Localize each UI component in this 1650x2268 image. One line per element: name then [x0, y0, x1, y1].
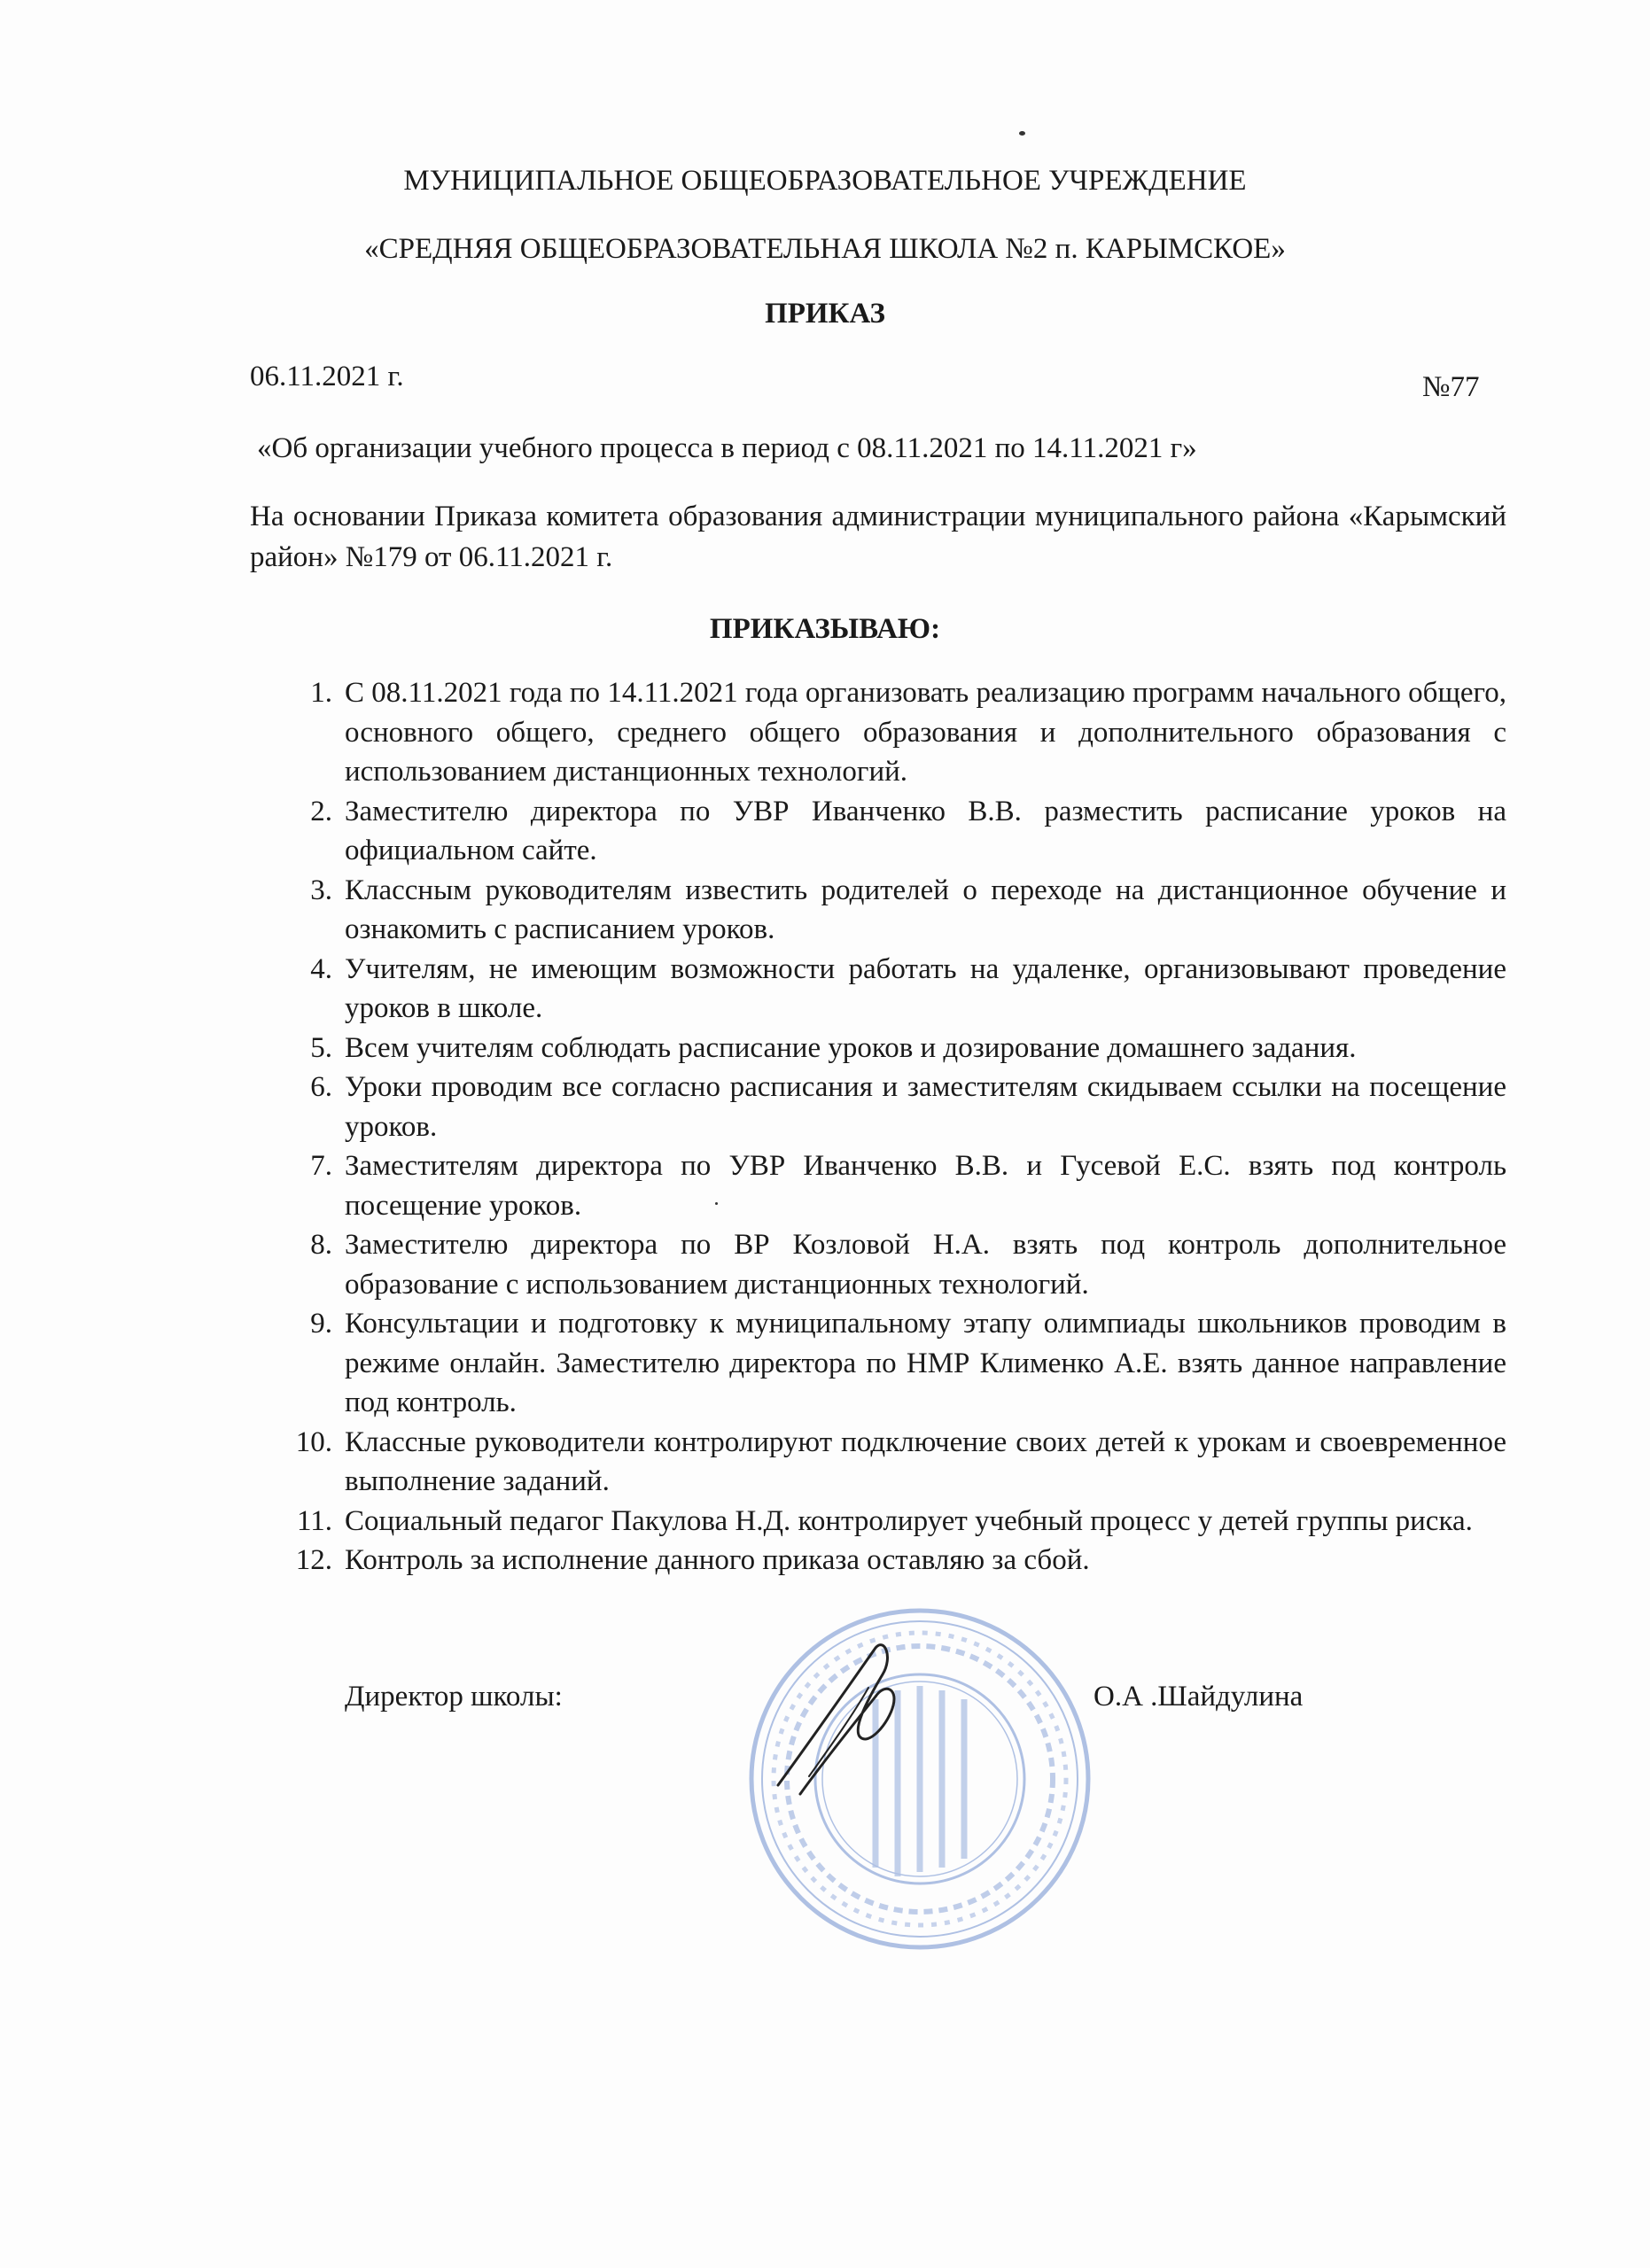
document-type-title: ПРИКАЗ	[765, 298, 885, 330]
order-item	[279, 673, 1506, 792]
org-name-line-2: «СРЕДНЯЯ ОБЩЕОБРАЗОВАТЕЛЬНАЯ ШКОЛА №2 п. КАРЫМСКОЕ»	[364, 233, 1286, 265]
order-item-text: Учителям, не имеющим возможности работать на удаленке, организовывают проведение уроков в школе.	[345, 952, 1506, 1024]
order-basis: На основании Приказа комитета образования администрации муниципального района «Карымский район» №179 от 06.11.2021 г.	[250, 501, 1506, 573]
order-item-number: 7.	[310, 1150, 332, 1182]
order-item	[279, 1304, 1506, 1423]
order-items-list	[279, 673, 1506, 1581]
order-item	[279, 1225, 1506, 1304]
order-date: 06.11.2021 г.	[250, 361, 404, 392]
order-item-text: Классные руководители контролируют подключение своих детей к урокам и своевременное выполнение заданий.	[345, 1425, 1506, 1497]
order-item-number: 11.	[296, 1504, 332, 1537]
order-item	[279, 1541, 1506, 1581]
order-item	[279, 792, 1506, 871]
order-item-number: 6.	[310, 1071, 332, 1103]
order-word: ПРИКАЗЫВАЮ:	[709, 613, 941, 645]
order-number: №77	[1422, 371, 1480, 403]
order-item	[279, 871, 1506, 950]
order-item-number: 5.	[310, 1031, 332, 1064]
order-item-text: Классным руководителям известить родителей о переходе на дистанционное обучение и ознакомить с расписанием уроков.	[345, 874, 1506, 945]
order-item-number: 8.	[310, 1229, 332, 1261]
order-item-number: 3.	[310, 874, 332, 906]
order-item-text: Контроль за исполнение данного приказа оставляю за сбой.	[345, 1544, 1090, 1576]
order-item-number: 10.	[295, 1425, 332, 1458]
org-name-line-1: МУНИЦИПАЛЬНОЕ ОБЩЕОБРАЗОВАТЕЛЬНОЕ УЧРЕЖДЕНИЕ	[403, 165, 1247, 197]
order-item-text: Заместителю директора по УВР Иванченко В.В. разместить расписание уроков на официальном сайте.	[345, 795, 1506, 866]
order-item	[279, 950, 1506, 1029]
order-item-number: 9.	[310, 1308, 332, 1340]
order-item-text: Консультации и подготовку к муниципальному этапу олимпиады школьников проводим в режиме онлайн. Заместителю директора по НМР Клименко А.Е. взять данное направление под контроль.	[345, 1308, 1506, 1418]
order-item-number: 1.	[310, 677, 332, 709]
signature-name: О.А .Шайдулина	[1094, 1681, 1304, 1713]
order-item-text: Заместителю директора по ВР Козловой Н.А. взять под контроль дополнительное образование с использованием дистанционных технологий.	[345, 1229, 1506, 1301]
order-item-text: С 08.11.2021 года по 14.11.2021 года организовать реализацию программ начального общего, основного общего, среднего общего образования и дополнительного образования с использованием дистанционных технологий.	[345, 677, 1506, 788]
signature-title: Директор школы:	[345, 1681, 563, 1713]
order-item-number: 4.	[310, 952, 332, 985]
order-item	[279, 1068, 1506, 1146]
order-item-text: Уроки проводим все согласно расписания и заместителям скидываем ссылки на посещение уроков.	[345, 1071, 1506, 1143]
scan-speck	[1019, 131, 1025, 136]
order-item-number: 2.	[310, 795, 332, 827]
order-item-text: Социальный педагог Пакулова Н.Д. контролирует учебный процесс у детей группы риска.	[345, 1504, 1473, 1537]
order-item	[279, 1502, 1506, 1542]
order-item-number: 12.	[295, 1544, 332, 1576]
order-item	[279, 1146, 1506, 1225]
order-item	[279, 1029, 1506, 1068]
director-signature-icon	[760, 1630, 938, 1798]
order-item-text: Заместителям директора по УВР Иванченко В.В. и Гусевой Е.С. взять под контроль посещение уроков.	[345, 1150, 1506, 1222]
order-item	[279, 1423, 1506, 1502]
order-item-text: Всем учителям соблюдать расписание уроков и дозирование домашнего задания.	[345, 1031, 1357, 1064]
order-subject: «Об организации учебного процесса в период с 08.11.2021 по 14.11.2021 г»	[257, 432, 1197, 464]
